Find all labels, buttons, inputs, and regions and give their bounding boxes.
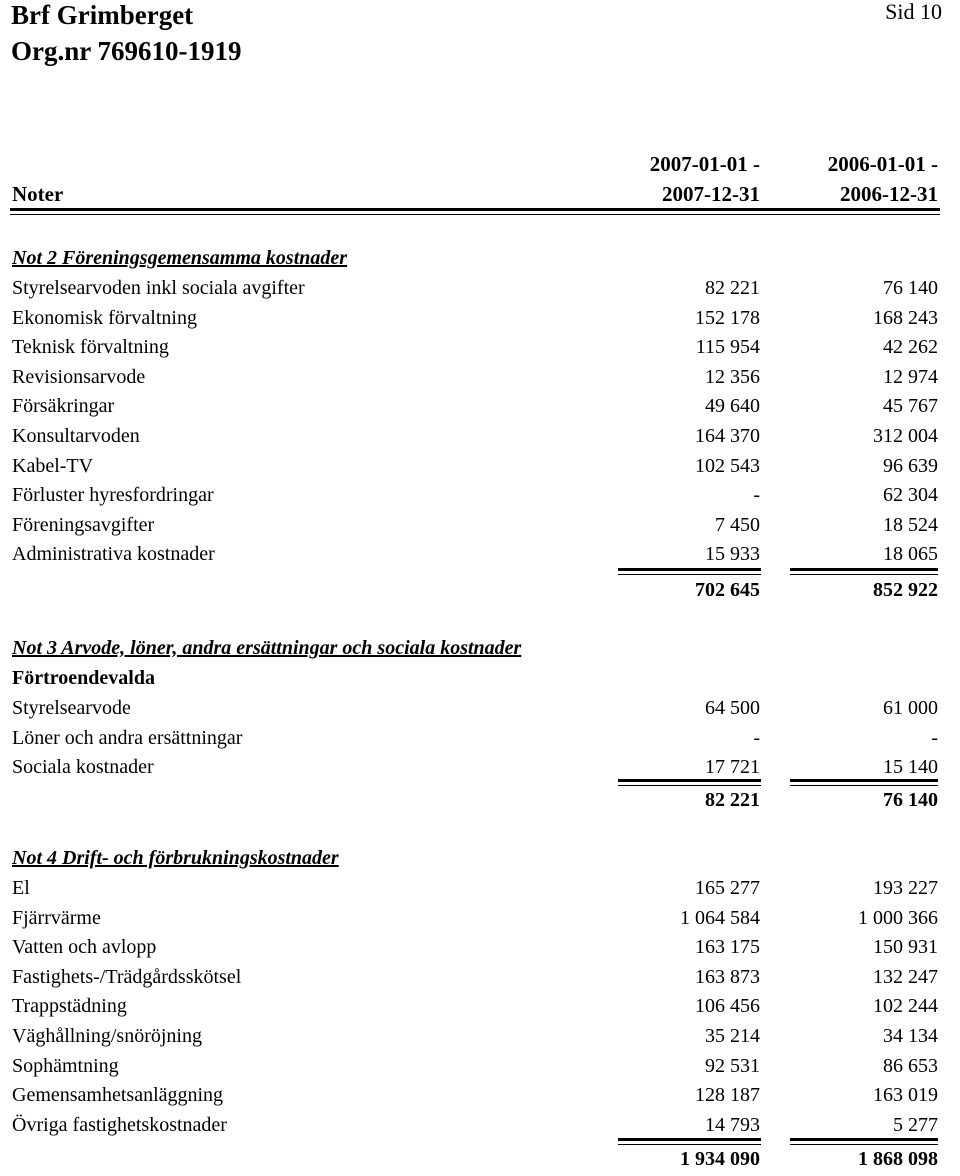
- row-label: Förluster hyresfordringar: [12, 484, 214, 507]
- value-2007: 82 221: [705, 277, 760, 299]
- row-label: Sociala kostnader: [12, 756, 154, 779]
- value-2007: 17 721: [705, 756, 760, 779]
- table-row: [0, 964, 960, 994]
- col1-header-line1: 2007-01-01 -: [649, 152, 760, 176]
- org-number: Org.nr 769610-1919: [11, 36, 242, 66]
- row-label: Ekonomisk förvaltning: [12, 306, 197, 329]
- table-row: [0, 275, 960, 305]
- value-2006: 18 524: [883, 513, 938, 536]
- note2-col1-total-rule: [618, 568, 761, 575]
- value-2006: 42 262: [883, 336, 938, 359]
- value-2007: 1 064 584: [680, 906, 760, 929]
- table-row: [0, 482, 960, 512]
- value-2006: 150 931: [873, 936, 938, 959]
- table-row: [0, 305, 960, 335]
- table-row: [0, 453, 960, 483]
- table-row: [0, 1053, 960, 1083]
- org-name: Brf Grimberget: [11, 0, 194, 30]
- row-label: Styrelsearvode: [12, 697, 131, 719]
- value-2007: 12 356: [705, 365, 760, 388]
- row-label: Vatten och avlopp: [12, 936, 157, 959]
- value-2006: 86 653: [883, 1054, 938, 1077]
- table-row: [0, 725, 960, 755]
- value-2007: 128 187: [695, 1084, 760, 1107]
- value-2006: 61 000: [883, 697, 938, 719]
- value-2007: 102 543: [695, 454, 760, 477]
- row-label: Gemensamhetsanläggning: [12, 1084, 224, 1107]
- note2-total-2006: 852 922: [873, 579, 938, 601]
- value-2007: 14 793: [705, 1113, 760, 1136]
- row-label: Fastighets-/Trädgårdsskötsel: [12, 965, 242, 988]
- value-2006: 5 277: [893, 1113, 938, 1136]
- table-row: [0, 393, 960, 423]
- value-2006: 96 639: [883, 454, 938, 477]
- row-label: Väghållning/snöröjning: [12, 1025, 202, 1047]
- note4-title-row: [0, 845, 960, 875]
- value-2006: 18 065: [883, 543, 938, 566]
- value-2006: -: [931, 726, 938, 749]
- note3-title-row: [0, 635, 960, 665]
- note3-subtitle-row: [0, 665, 960, 695]
- row-label: Konsultarvoden: [12, 425, 140, 447]
- table-row: [0, 364, 960, 394]
- table-row: [0, 695, 960, 725]
- table-row: [0, 541, 960, 571]
- note2-total-row: [0, 577, 960, 607]
- note4-total-2006: 1 868 098: [858, 1148, 938, 1170]
- col2-header-line2: 2006-12-31: [840, 182, 938, 206]
- note3-subtitle: Förtroendevalda: [12, 667, 155, 689]
- value-2006: 102 244: [873, 995, 938, 1018]
- table-row: [0, 875, 960, 905]
- note2-title: Not 2 Föreningsgemensamma kostnader: [12, 247, 348, 269]
- value-2007: 164 370: [695, 425, 760, 447]
- row-label: Kabel-TV: [12, 454, 94, 477]
- row-label: Administrativa kostnader: [12, 543, 215, 566]
- note3-title: Not 3 Arvode, löner, andra ersättningar och sociala kostnader: [12, 637, 522, 659]
- note4-total-2007: 1 934 090: [680, 1148, 760, 1170]
- note4-col1-total-rule: [618, 1138, 761, 1145]
- table-row: [0, 934, 960, 964]
- row-label: Styrelsearvoden inkl sociala avgifter: [12, 277, 305, 299]
- note4-total-row: [0, 1146, 960, 1176]
- value-2006: 62 304: [883, 484, 938, 507]
- value-2007: -: [753, 484, 760, 507]
- value-2006: 45 767: [883, 395, 938, 418]
- row-label: El: [12, 877, 30, 899]
- value-2007: 7 450: [715, 513, 760, 536]
- note3-total-2007: 82 221: [705, 789, 760, 811]
- table-row: [0, 993, 960, 1023]
- value-2007: 115 954: [695, 336, 760, 359]
- value-2007: -: [753, 726, 760, 749]
- row-label: Trappstädning: [12, 995, 127, 1018]
- notes-label: Noter: [12, 182, 64, 206]
- table-row: [0, 905, 960, 935]
- value-2007: 49 640: [705, 395, 760, 418]
- value-2006: 193 227: [873, 877, 938, 899]
- row-label: Övriga fastighetskostnader: [12, 1113, 227, 1136]
- value-2007: 35 214: [705, 1025, 760, 1047]
- value-2006: 34 134: [883, 1025, 938, 1047]
- table-row: [0, 1023, 960, 1053]
- value-2006: 15 140: [883, 756, 938, 779]
- value-2007: 92 531: [705, 1054, 760, 1077]
- value-2007: 152 178: [695, 306, 760, 329]
- value-2006: 12 974: [883, 365, 938, 388]
- value-2006: 163 019: [873, 1084, 938, 1107]
- note2-total-2007: 702 645: [695, 579, 760, 601]
- value-2007: 64 500: [705, 697, 760, 719]
- note3-col2-total-rule: [790, 779, 938, 786]
- note3-col1-total-rule: [618, 779, 761, 786]
- header-rule: [10, 208, 940, 215]
- value-2007: 163 175: [695, 936, 760, 959]
- page-number: Sid 10: [885, 0, 942, 24]
- value-2007: 15 933: [705, 543, 760, 566]
- row-label: Fjärrvärme: [12, 906, 101, 929]
- row-label: Teknisk förvaltning: [12, 336, 169, 359]
- row-label: Sophämtning: [12, 1054, 119, 1077]
- row-label: Försäkringar: [12, 395, 115, 418]
- value-2007: 165 277: [695, 877, 760, 899]
- table-row: [0, 334, 960, 364]
- col1-header-line2: 2007-12-31: [662, 182, 760, 206]
- note2-col2-total-rule: [790, 568, 938, 575]
- table-row: [0, 512, 960, 542]
- value-2006: 76 140: [883, 277, 938, 299]
- note4-title: Not 4 Drift- och förbrukningskostnader: [12, 847, 339, 869]
- row-label: Föreningsavgifter: [12, 513, 155, 536]
- note2-title-row: [0, 245, 960, 275]
- value-2006: 312 004: [873, 425, 938, 447]
- table-row: [0, 1082, 960, 1112]
- value-2006: 168 243: [873, 306, 938, 329]
- row-label: Löner och andra ersättningar: [12, 726, 243, 749]
- note3-total-2006: 76 140: [883, 789, 938, 811]
- note3-total-row: [0, 787, 960, 817]
- value-2007: 106 456: [695, 995, 760, 1018]
- value-2006: 1 000 366: [858, 906, 938, 929]
- table-row: [0, 423, 960, 453]
- col2-header-line1: 2006-01-01 -: [827, 152, 938, 176]
- value-2006: 132 247: [873, 965, 938, 988]
- row-label: Revisionsarvode: [12, 365, 146, 388]
- note4-col2-total-rule: [790, 1138, 938, 1145]
- value-2007: 163 873: [695, 965, 760, 988]
